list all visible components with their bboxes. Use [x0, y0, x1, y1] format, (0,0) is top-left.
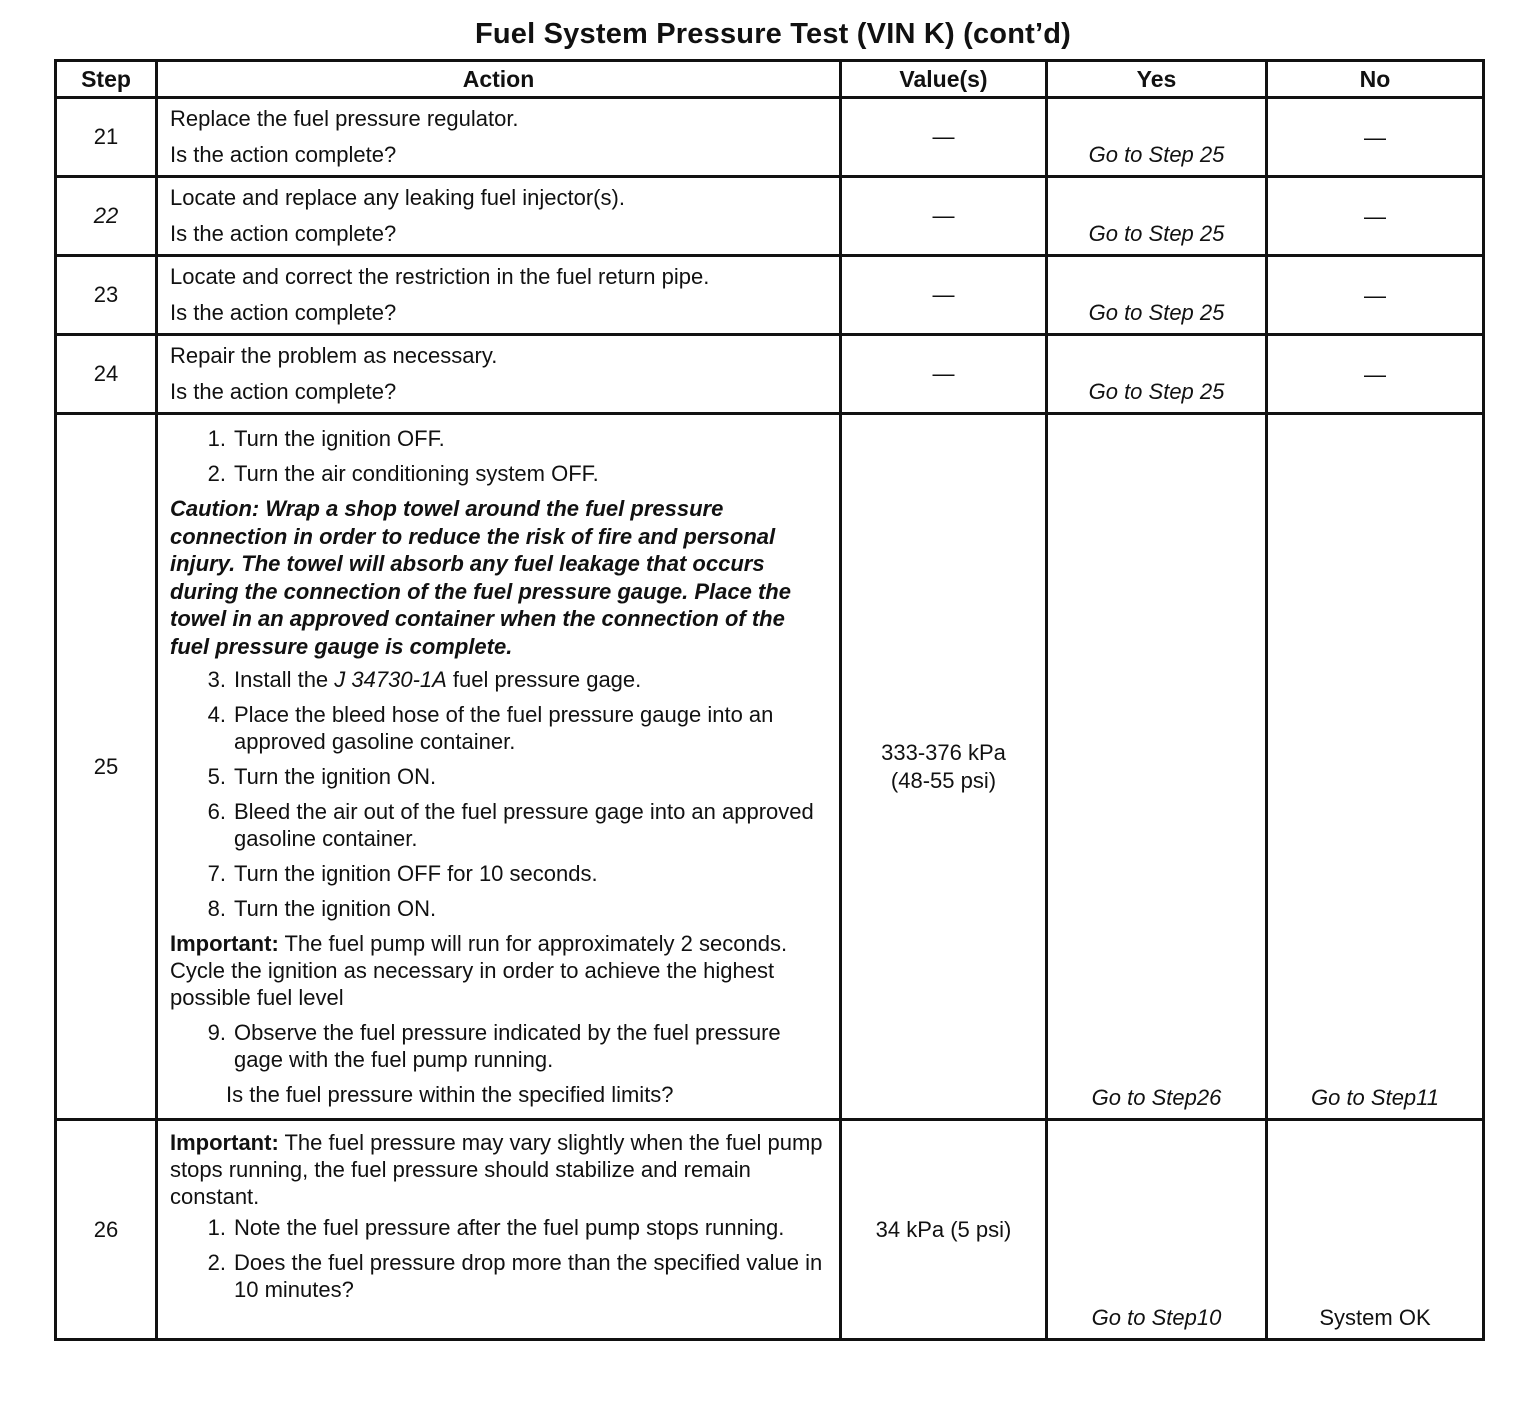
- important-note: [170, 1129, 829, 1210]
- step-number: 21: [56, 98, 157, 177]
- item-number: 2.: [207, 461, 226, 486]
- no-cell: —: [1267, 98, 1484, 177]
- list-item: [170, 895, 829, 922]
- list-item: [170, 763, 829, 790]
- action-cell: [157, 177, 841, 256]
- important-note: [170, 930, 829, 1011]
- item-text: Turn the ignition ON.: [234, 896, 437, 921]
- yes-cell: Go to Step10: [1047, 1120, 1267, 1340]
- value-kpa: 333-376 kPa: [881, 739, 1006, 765]
- caution-note: Caution: Wrap a shop towel around the fuel pressure connection in order to reduce the risk of fire and personal injury. The towel will absorb any fuel leakage that occurs during the connection of the fuel pressure gauge. Place the towel in an approved container when the connection of the fuel pressure gauge is complete.: [170, 496, 791, 659]
- list-item: [170, 1249, 829, 1303]
- value-psi: (48-55 psi): [890, 767, 997, 793]
- table-row-step-25: [56, 414, 1484, 1120]
- item-text: Does the fuel pressure drop more than the specified value in 10 minutes?: [234, 1250, 823, 1302]
- header-row: [56, 61, 1484, 98]
- value-cell: [841, 414, 1047, 1120]
- item-number: 4.: [207, 702, 226, 727]
- item-text: Turn the ignition OFF for 10 seconds.: [234, 861, 598, 886]
- list-item: [170, 460, 829, 487]
- list-item: [170, 1214, 829, 1241]
- page-title: Fuel System Pressure Test (VIN K) (cont’d): [474, 18, 1072, 50]
- no-cell: —: [1267, 256, 1484, 335]
- action-cell: [157, 1120, 841, 1340]
- no-cell: —: [1267, 335, 1484, 414]
- step-number: 24: [56, 335, 157, 414]
- item-text: Note the fuel pressure after the fuel pump stops running.: [234, 1215, 785, 1240]
- action-question: Is the action complete?: [170, 221, 397, 246]
- action-question: Is the action complete?: [170, 300, 397, 325]
- important-text: The fuel pressure may vary slightly when the fuel pump stops running, the fuel pressure should stabilize and remain constant.: [170, 1130, 823, 1209]
- action-cell: [157, 414, 841, 1120]
- item-text-pre: Install the: [234, 667, 335, 692]
- item-text: Observe the fuel pressure indicated by the fuel pressure gage with the fuel pump running.: [234, 1020, 781, 1072]
- list-item: [170, 1019, 829, 1073]
- action-question: Is the action complete?: [170, 379, 397, 404]
- step-number: 26: [56, 1120, 157, 1340]
- action-cell: [157, 335, 841, 414]
- item-number: 8.: [207, 896, 226, 921]
- value-cell: —: [841, 335, 1047, 414]
- important-label: Important:: [170, 931, 279, 956]
- list-item: [170, 666, 829, 693]
- no-cell: —: [1267, 177, 1484, 256]
- value-cell: —: [841, 177, 1047, 256]
- value-cell: —: [841, 256, 1047, 335]
- item-number: 1.: [207, 426, 226, 451]
- table-row: [56, 98, 1484, 177]
- table-row: [56, 177, 1484, 256]
- yes-cell: Go to Step 25: [1047, 177, 1267, 256]
- table-row-step-26: [56, 1120, 1484, 1340]
- item-text: Turn the ignition ON.: [234, 764, 437, 789]
- item-number: 5.: [207, 764, 226, 789]
- step-number: 25: [56, 414, 157, 1120]
- step-number: 23: [56, 256, 157, 335]
- header-values: Value(s): [841, 61, 1047, 98]
- item-number: 7.: [207, 861, 226, 886]
- table-row: [56, 256, 1484, 335]
- item-text-post: fuel pressure gage.: [446, 667, 642, 692]
- yes-cell: Go to Step 25: [1047, 98, 1267, 177]
- item-text: [234, 666, 829, 693]
- value-cell: 34 kPa (5 psi): [841, 1120, 1047, 1340]
- header-step: Step: [56, 61, 157, 98]
- item-number: 1.: [207, 1215, 226, 1240]
- list-item: [170, 425, 829, 452]
- item-text: Turn the air conditioning system OFF.: [234, 461, 599, 486]
- step-number: 22: [56, 177, 157, 256]
- table-row: [56, 335, 1484, 414]
- header-yes: Yes: [1047, 61, 1267, 98]
- yes-cell: Go to Step 25: [1047, 256, 1267, 335]
- action-text: Locate and correct the restriction in the fuel return pipe.: [170, 264, 710, 289]
- header-action: Action: [157, 61, 841, 98]
- no-cell: System OK: [1267, 1120, 1484, 1340]
- action-cell: [157, 98, 841, 177]
- list-item: [170, 798, 829, 852]
- tool-number: J 34730-1A: [334, 667, 447, 692]
- item-text: Turn the ignition OFF.: [234, 426, 445, 451]
- value-cell: —: [841, 98, 1047, 177]
- action-cell: [157, 256, 841, 335]
- item-number: 9.: [207, 1020, 226, 1045]
- action-text: Replace the fuel pressure regulator.: [170, 106, 519, 131]
- item-number: 2.: [207, 1250, 226, 1275]
- yes-cell: Go to Step 25: [1047, 335, 1267, 414]
- item-text: Bleed the air out of the fuel pressure gage into an approved gasoline container.: [234, 799, 814, 851]
- action-question: Is the fuel pressure within the specified limits?: [226, 1082, 674, 1107]
- action-text: Locate and replace any leaking fuel injector(s).: [170, 185, 625, 210]
- yes-cell: Go to Step26: [1047, 414, 1267, 1120]
- item-text: Place the bleed hose of the fuel pressure gauge into an approved gasoline container.: [234, 702, 774, 754]
- list-item: [170, 701, 829, 755]
- item-number: 3.: [207, 667, 226, 692]
- no-cell: Go to Step11: [1267, 414, 1484, 1120]
- important-label: Important:: [170, 1130, 279, 1155]
- important-text: The fuel pump will run for approximately 2 seconds. Cycle the ignition as necessary in order to achieve the highest possible fuel level: [170, 931, 788, 1010]
- item-number: 6.: [207, 799, 226, 824]
- list-item: [170, 860, 829, 887]
- action-text: Repair the problem as necessary.: [170, 343, 498, 368]
- action-question: Is the action complete?: [170, 142, 397, 167]
- procedure-table: [54, 59, 1485, 1341]
- header-no: No: [1267, 61, 1484, 98]
